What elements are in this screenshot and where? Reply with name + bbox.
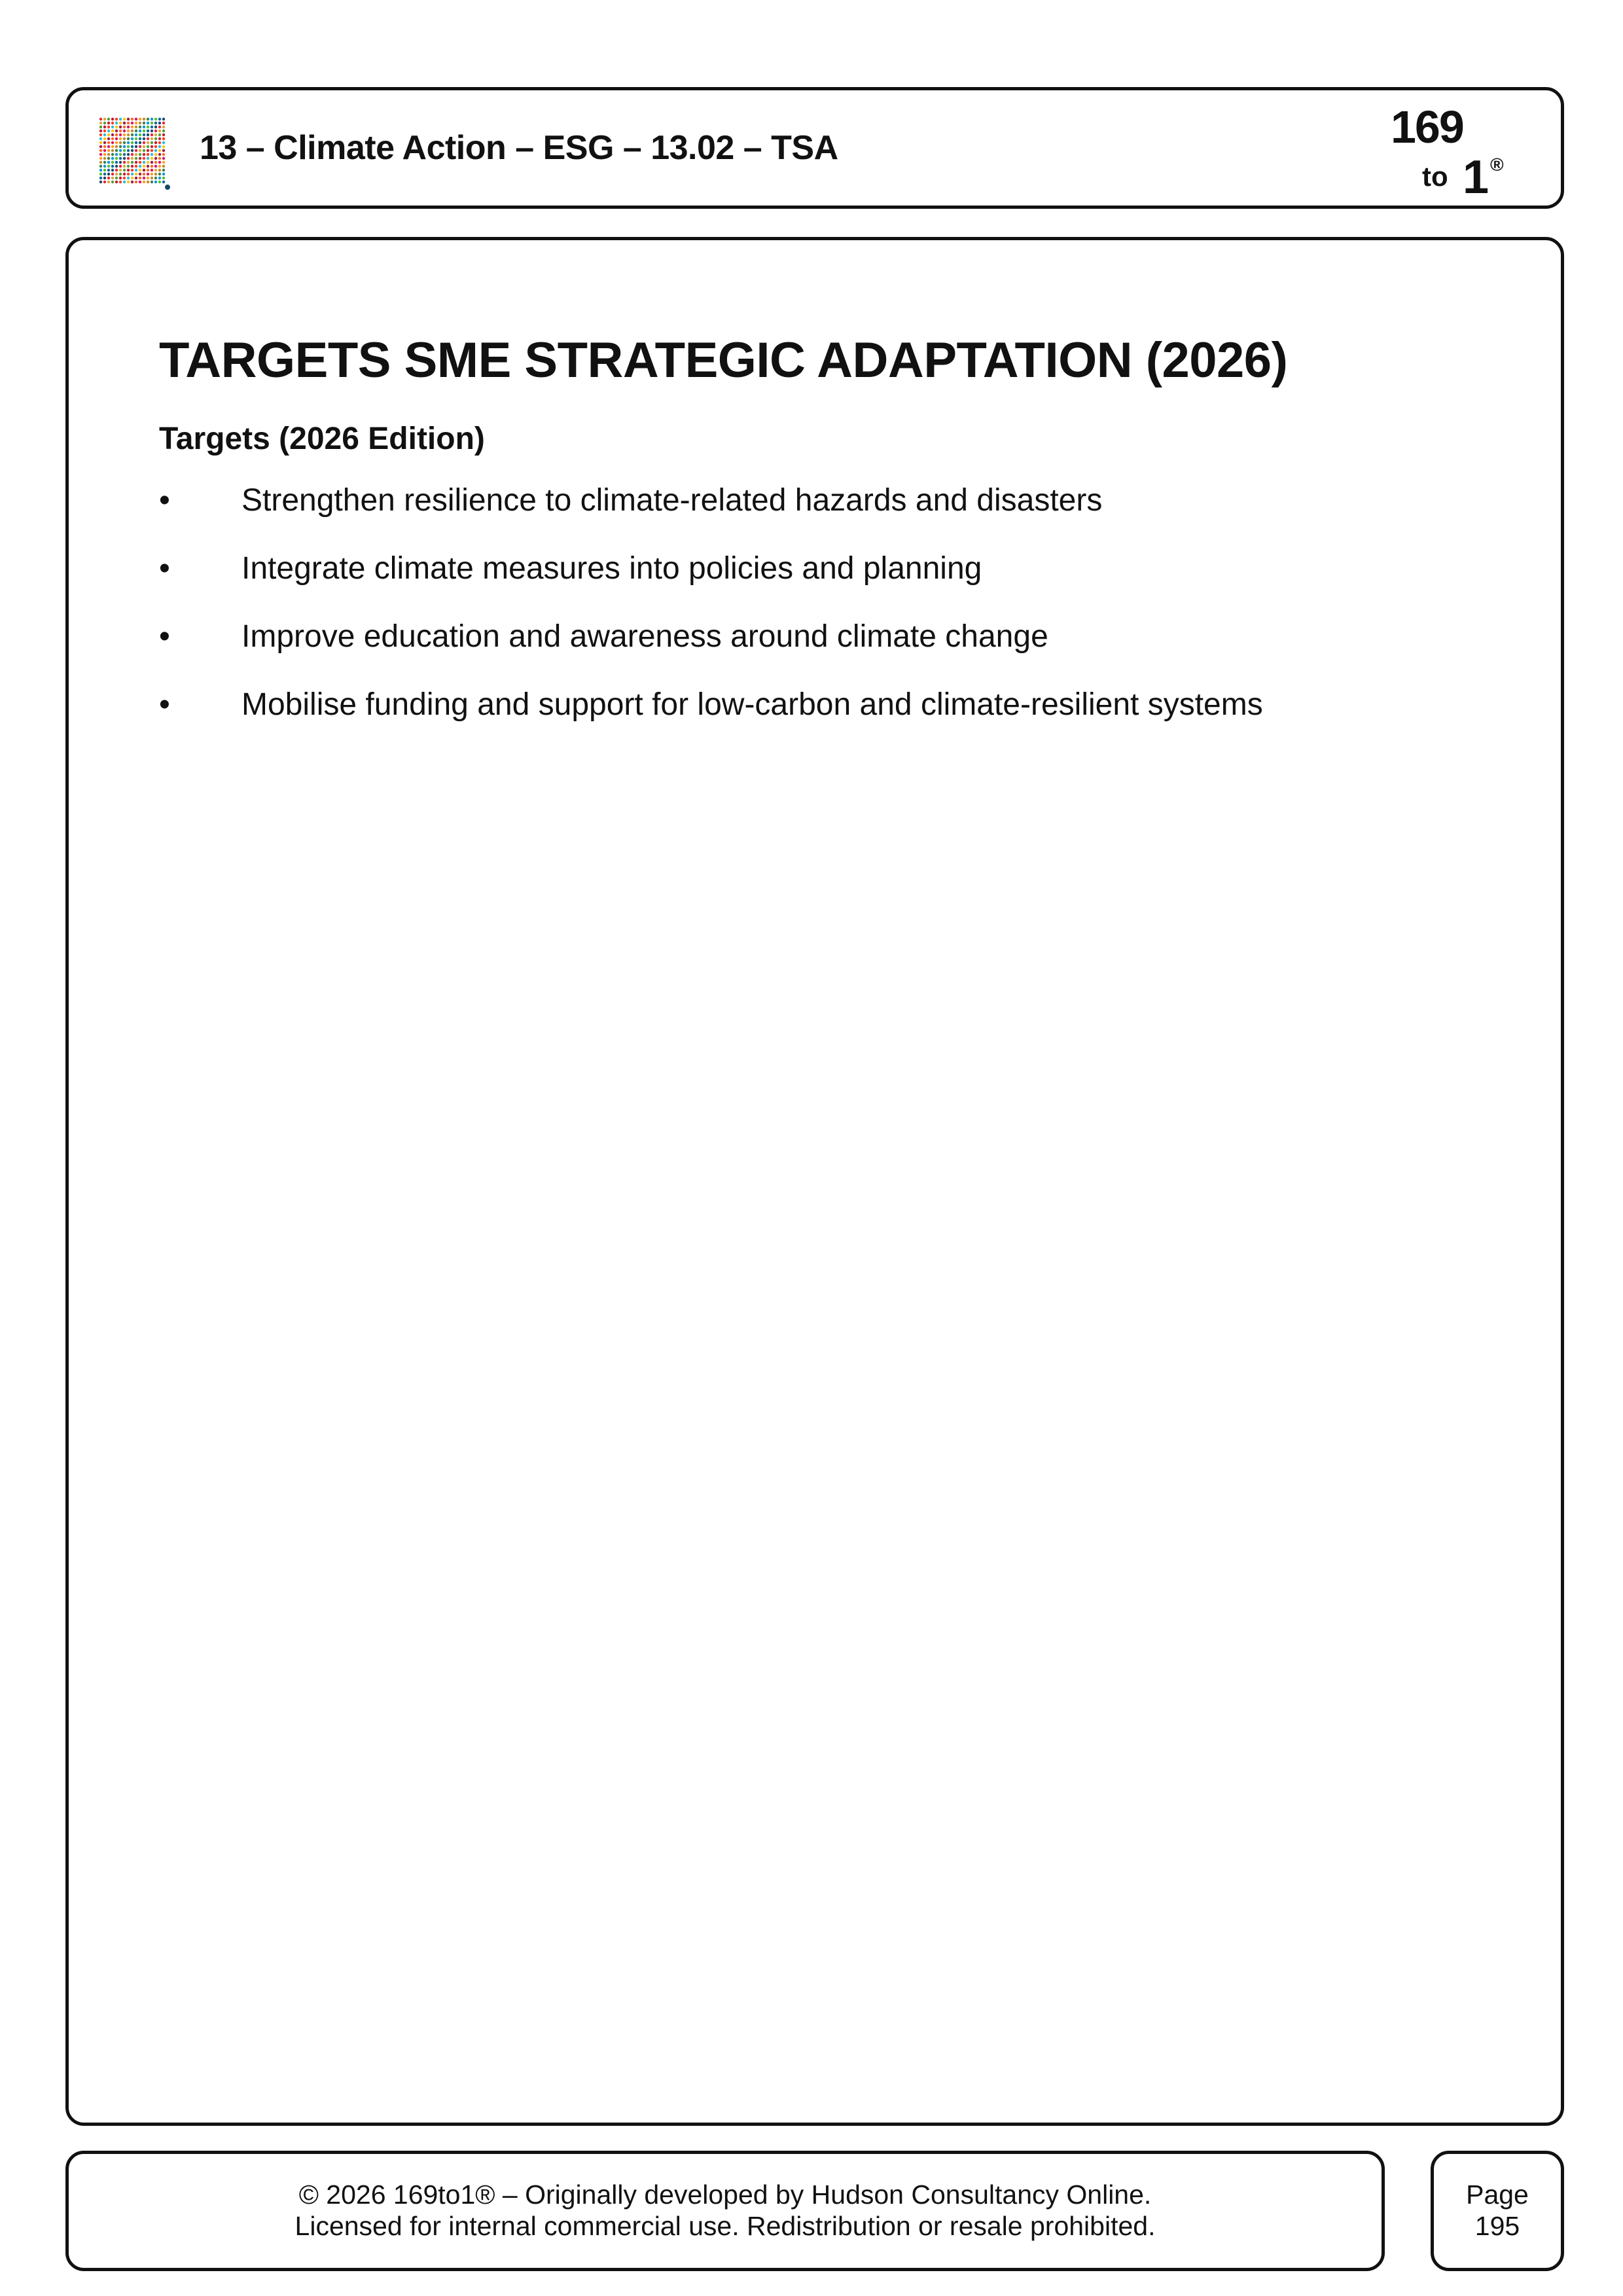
brand-number: 169 xyxy=(1391,101,1463,152)
page-indicator xyxy=(1434,2179,1561,2242)
page-number-box xyxy=(1431,2151,1564,2271)
license-line: Licensed for internal commercial use. Redistribution or resale prohibited. xyxy=(294,2211,1156,2241)
page-label: Page xyxy=(1466,2179,1529,2210)
target-text: Strengthen resilience to climate-related hazards and disasters xyxy=(241,483,1103,518)
brand-to: to xyxy=(1422,161,1448,192)
bullet-icon: • xyxy=(159,483,170,518)
footer-notice xyxy=(65,2151,1385,2271)
bullet-icon: • xyxy=(159,551,170,586)
brand-logo xyxy=(1391,97,1535,208)
bullet-icon: • xyxy=(159,687,170,722)
target-text: Integrate climate measures into policies and planning xyxy=(241,551,982,586)
bullet-icon: • xyxy=(159,619,170,654)
header-title: 13 – Climate Action – ESG – 13.02 – TSA xyxy=(200,129,838,167)
page-title: TARGETS SME STRATEGIC ADAPTATION (2026) xyxy=(159,332,1288,388)
target-text: Improve education and awareness around climate change xyxy=(241,619,1048,654)
content-panel xyxy=(65,237,1564,2126)
copyright-line: © 2026 169to1® – Originally developed by Hudson Consultancy Online. xyxy=(298,2179,1152,2210)
sdg-dot-grid-logo-icon xyxy=(98,117,171,190)
section-heading: Targets (2026 Edition) xyxy=(159,422,485,456)
footer-text xyxy=(69,2179,1382,2242)
page-header xyxy=(65,87,1564,209)
brand-registered-mark: ® xyxy=(1490,154,1504,175)
brand-one: 1 xyxy=(1463,151,1489,204)
target-text: Mobilise funding and support for low-carbon and climate-resilient systems xyxy=(241,687,1263,722)
page-number: 195 xyxy=(1474,2211,1520,2241)
